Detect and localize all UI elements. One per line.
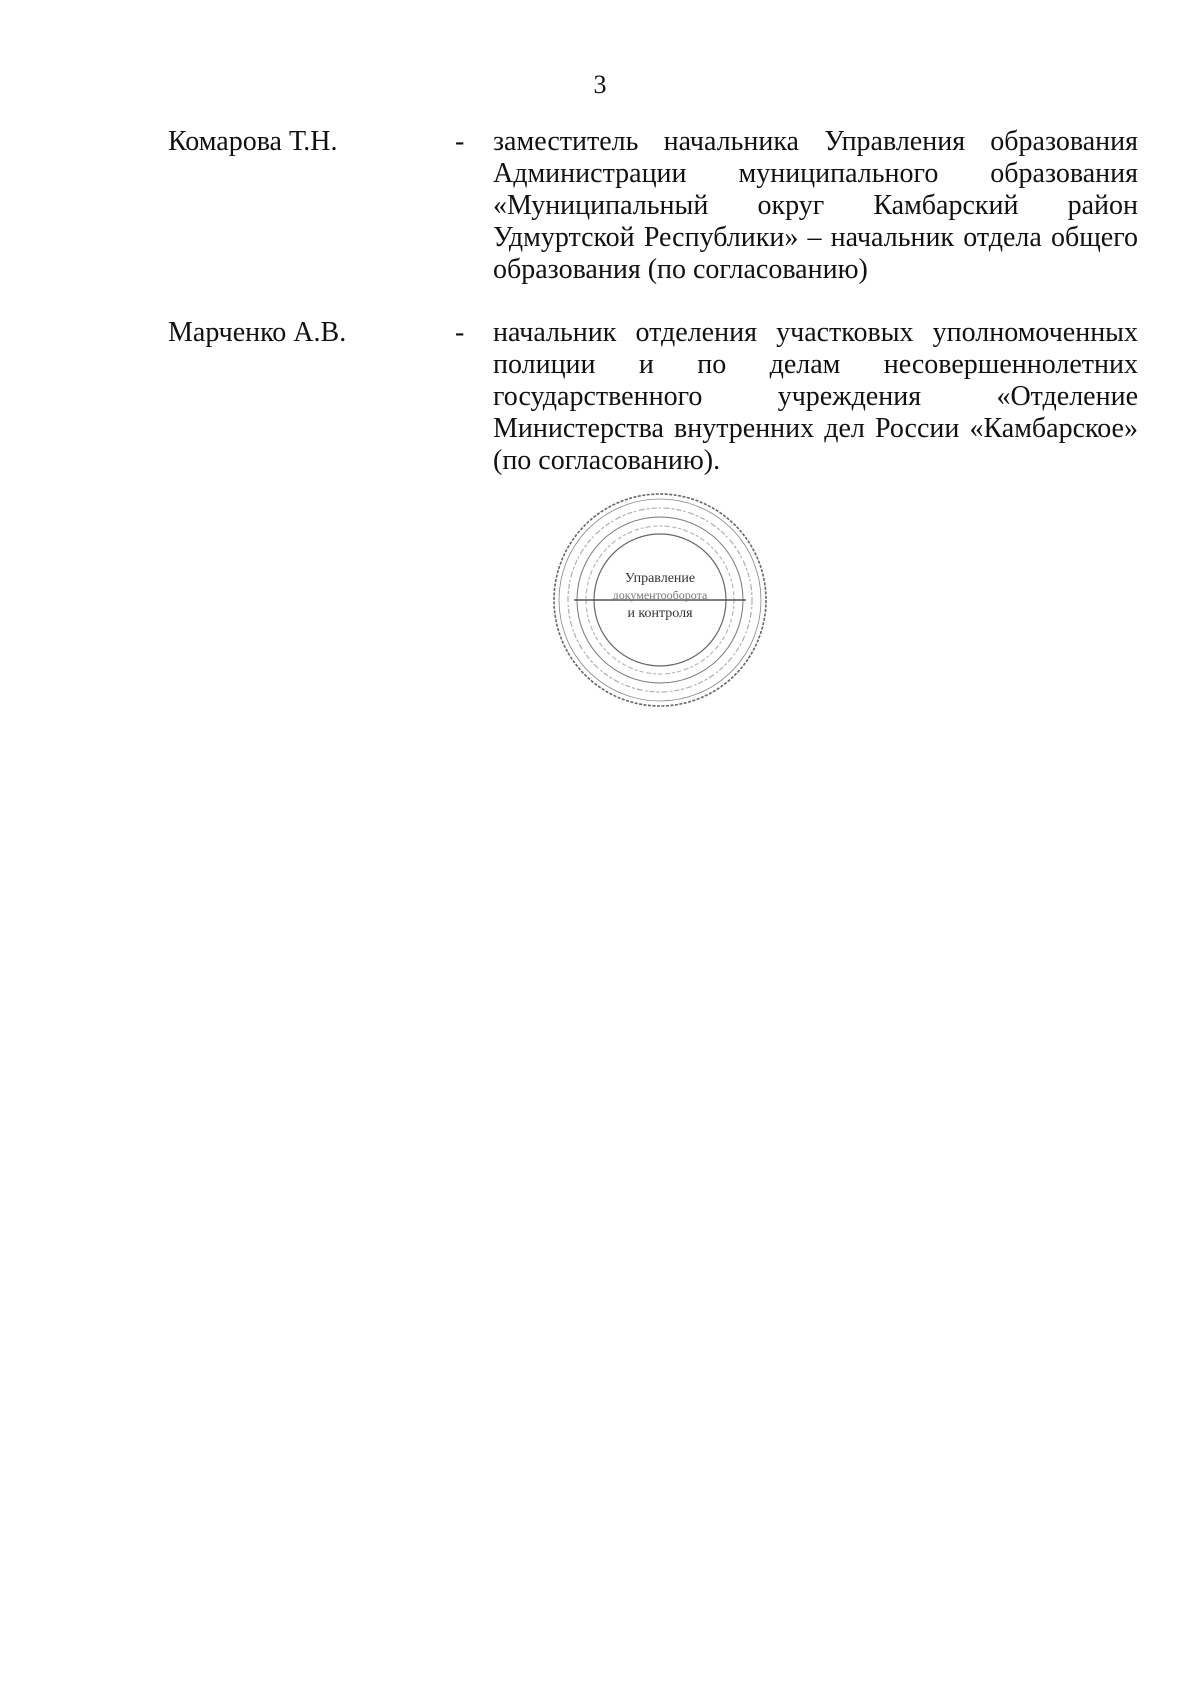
separator-dash: - bbox=[455, 126, 465, 157]
member-name: Марченко А.В. bbox=[168, 317, 347, 348]
official-seal-stamp bbox=[550, 490, 770, 710]
member-position: заместитель начальника Управления образования Администрации муниципального образования «Муниципальный округ Камбарский район Удмуртской Республики» – начальник отдела общего образования (по согласованию) bbox=[493, 126, 1138, 285]
stamp-text: и контроля bbox=[627, 606, 693, 621]
member-name: Комарова Т.Н. bbox=[168, 126, 338, 157]
stamp-text: Управление bbox=[624, 571, 696, 586]
separator-dash: - bbox=[455, 317, 465, 348]
member-position: начальник отделения участковых уполномоченных полиции и по делам несовершеннолетних государственного учреждения «Отделение Министерства внутренних дел России «Камбарское» (по согласованию). bbox=[493, 317, 1138, 476]
stamp-text: документооборота bbox=[612, 588, 708, 602]
page-number: 3 bbox=[593, 70, 607, 99]
